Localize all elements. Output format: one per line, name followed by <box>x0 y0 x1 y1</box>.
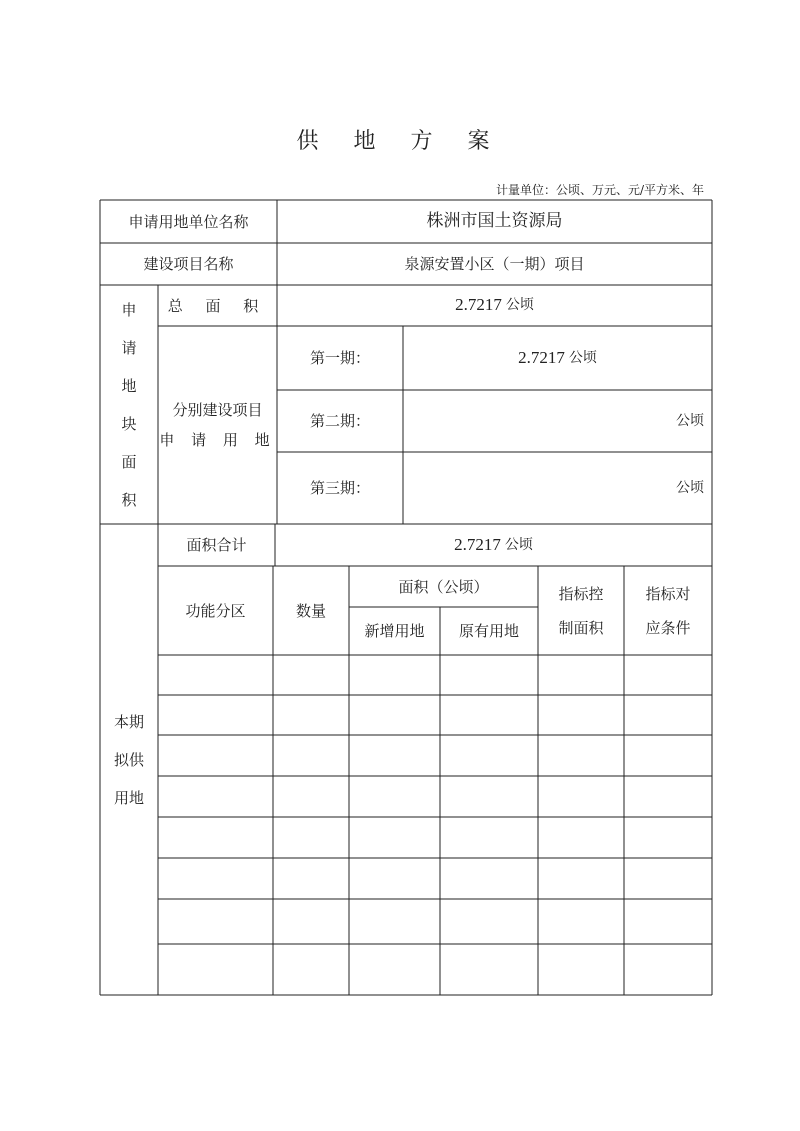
supply-section-label <box>100 524 158 995</box>
table-cell <box>538 899 624 944</box>
table-cell <box>273 817 349 858</box>
project-label: 建设项目名称 <box>143 255 234 273</box>
total-area-unit: 公顷 <box>505 297 534 314</box>
table-cell <box>440 858 538 899</box>
table-cell <box>158 944 273 995</box>
supply-section-line: 拟供 <box>113 750 144 769</box>
unit-note: 计量单位：公顷、万元、元/平方米、年 <box>495 183 704 197</box>
total-area-label: 总 面 积 <box>167 296 268 315</box>
phase-1-value-cell <box>403 326 712 390</box>
page-title: 供 地 方 案 <box>296 129 504 154</box>
table-cell <box>538 776 624 817</box>
table-cell <box>349 776 440 817</box>
table-cell <box>273 944 349 995</box>
total-area-value-cell <box>277 285 712 326</box>
table-cell <box>624 776 712 817</box>
table-cell <box>158 655 273 695</box>
table-cell <box>624 944 712 995</box>
table-cell <box>440 655 538 695</box>
section-char: 块 <box>121 414 137 433</box>
supply-section-line: 本期 <box>113 712 144 731</box>
section-char: 请 <box>121 338 137 357</box>
table-cell <box>349 817 440 858</box>
phase-2-value-cell <box>403 390 712 452</box>
applicant-value: 株洲市国土资源局 <box>426 211 563 232</box>
project-value: 泉源安置小区（一期）项目 <box>404 255 585 273</box>
table-cell <box>440 735 538 776</box>
table-cell <box>349 899 440 944</box>
table-cell <box>538 695 624 735</box>
table-cell <box>158 817 273 858</box>
table-cell <box>158 735 273 776</box>
table-cell <box>538 655 624 695</box>
section-char: 申 <box>121 300 137 319</box>
area-total-value: 2.7217 <box>454 534 501 554</box>
phased-label-line-2: 申 请 用 地 <box>159 431 276 449</box>
table-cell <box>349 944 440 995</box>
table-cell <box>440 944 538 995</box>
table-cell <box>624 817 712 858</box>
header-control-area <box>538 566 624 655</box>
header-control-line-2: 制面积 <box>558 618 604 637</box>
phase-2-label: 第二期： <box>309 412 370 430</box>
table-cell <box>158 695 273 735</box>
table-cell <box>273 858 349 899</box>
table-cell <box>624 899 712 944</box>
phase-3-unit: 公顷 <box>676 479 704 496</box>
supply-section-line: 用地 <box>113 788 144 807</box>
phase-1-unit: 公顷 <box>568 349 597 366</box>
table-cell <box>158 858 273 899</box>
table-cell <box>273 776 349 817</box>
table-cell <box>273 655 349 695</box>
phase-1-label: 第一期： <box>309 349 370 367</box>
header-zone: 功能分区 <box>185 601 246 620</box>
section-char: 积 <box>121 490 137 509</box>
applicant-label: 申请用地单位名称 <box>128 212 249 231</box>
table-cell <box>538 944 624 995</box>
table-cell <box>538 735 624 776</box>
header-control-line-1: 指标控 <box>558 584 604 603</box>
header-condition <box>624 566 712 655</box>
table-cell <box>158 899 273 944</box>
phased-label-line-1: 分别建设项目 <box>172 401 263 419</box>
header-area: 面积（公顷） <box>398 577 489 596</box>
table-cell <box>349 735 440 776</box>
phase-1-value: 2.7217 <box>518 347 565 367</box>
table-cell <box>440 817 538 858</box>
table-cell <box>349 695 440 735</box>
table-cell <box>538 817 624 858</box>
header-count: 数量 <box>295 601 326 620</box>
table-cell <box>440 695 538 735</box>
table-cell <box>624 858 712 899</box>
section-char: 面 <box>121 452 137 471</box>
header-condition-line-2: 应条件 <box>645 618 691 637</box>
area-total-label: 面积合计 <box>186 536 247 554</box>
phase-2-unit: 公顷 <box>676 412 704 429</box>
table-cell <box>624 655 712 695</box>
total-area-value: 2.7217 <box>455 295 502 315</box>
table-cell <box>440 776 538 817</box>
table-cell <box>349 858 440 899</box>
table-cell <box>624 695 712 735</box>
phased-label <box>158 326 277 524</box>
header-condition-line-1: 指标对 <box>645 584 691 603</box>
phase-3-label: 第三期： <box>309 479 370 497</box>
table-cell <box>273 735 349 776</box>
table-cell <box>349 655 440 695</box>
header-existing-land: 原有用地 <box>458 622 519 640</box>
section-char: 地 <box>121 376 137 395</box>
header-new-land: 新增用地 <box>364 622 425 640</box>
table-cell <box>273 899 349 944</box>
apply-area-section-label <box>100 285 158 524</box>
table-cell <box>624 735 712 776</box>
table-cell <box>440 899 538 944</box>
area-total-value-cell <box>275 524 712 566</box>
table-cell <box>273 695 349 735</box>
phase-3-value-cell <box>403 452 712 524</box>
table-cell <box>158 776 273 817</box>
table-cell <box>538 858 624 899</box>
area-total-unit: 公顷 <box>504 536 533 553</box>
